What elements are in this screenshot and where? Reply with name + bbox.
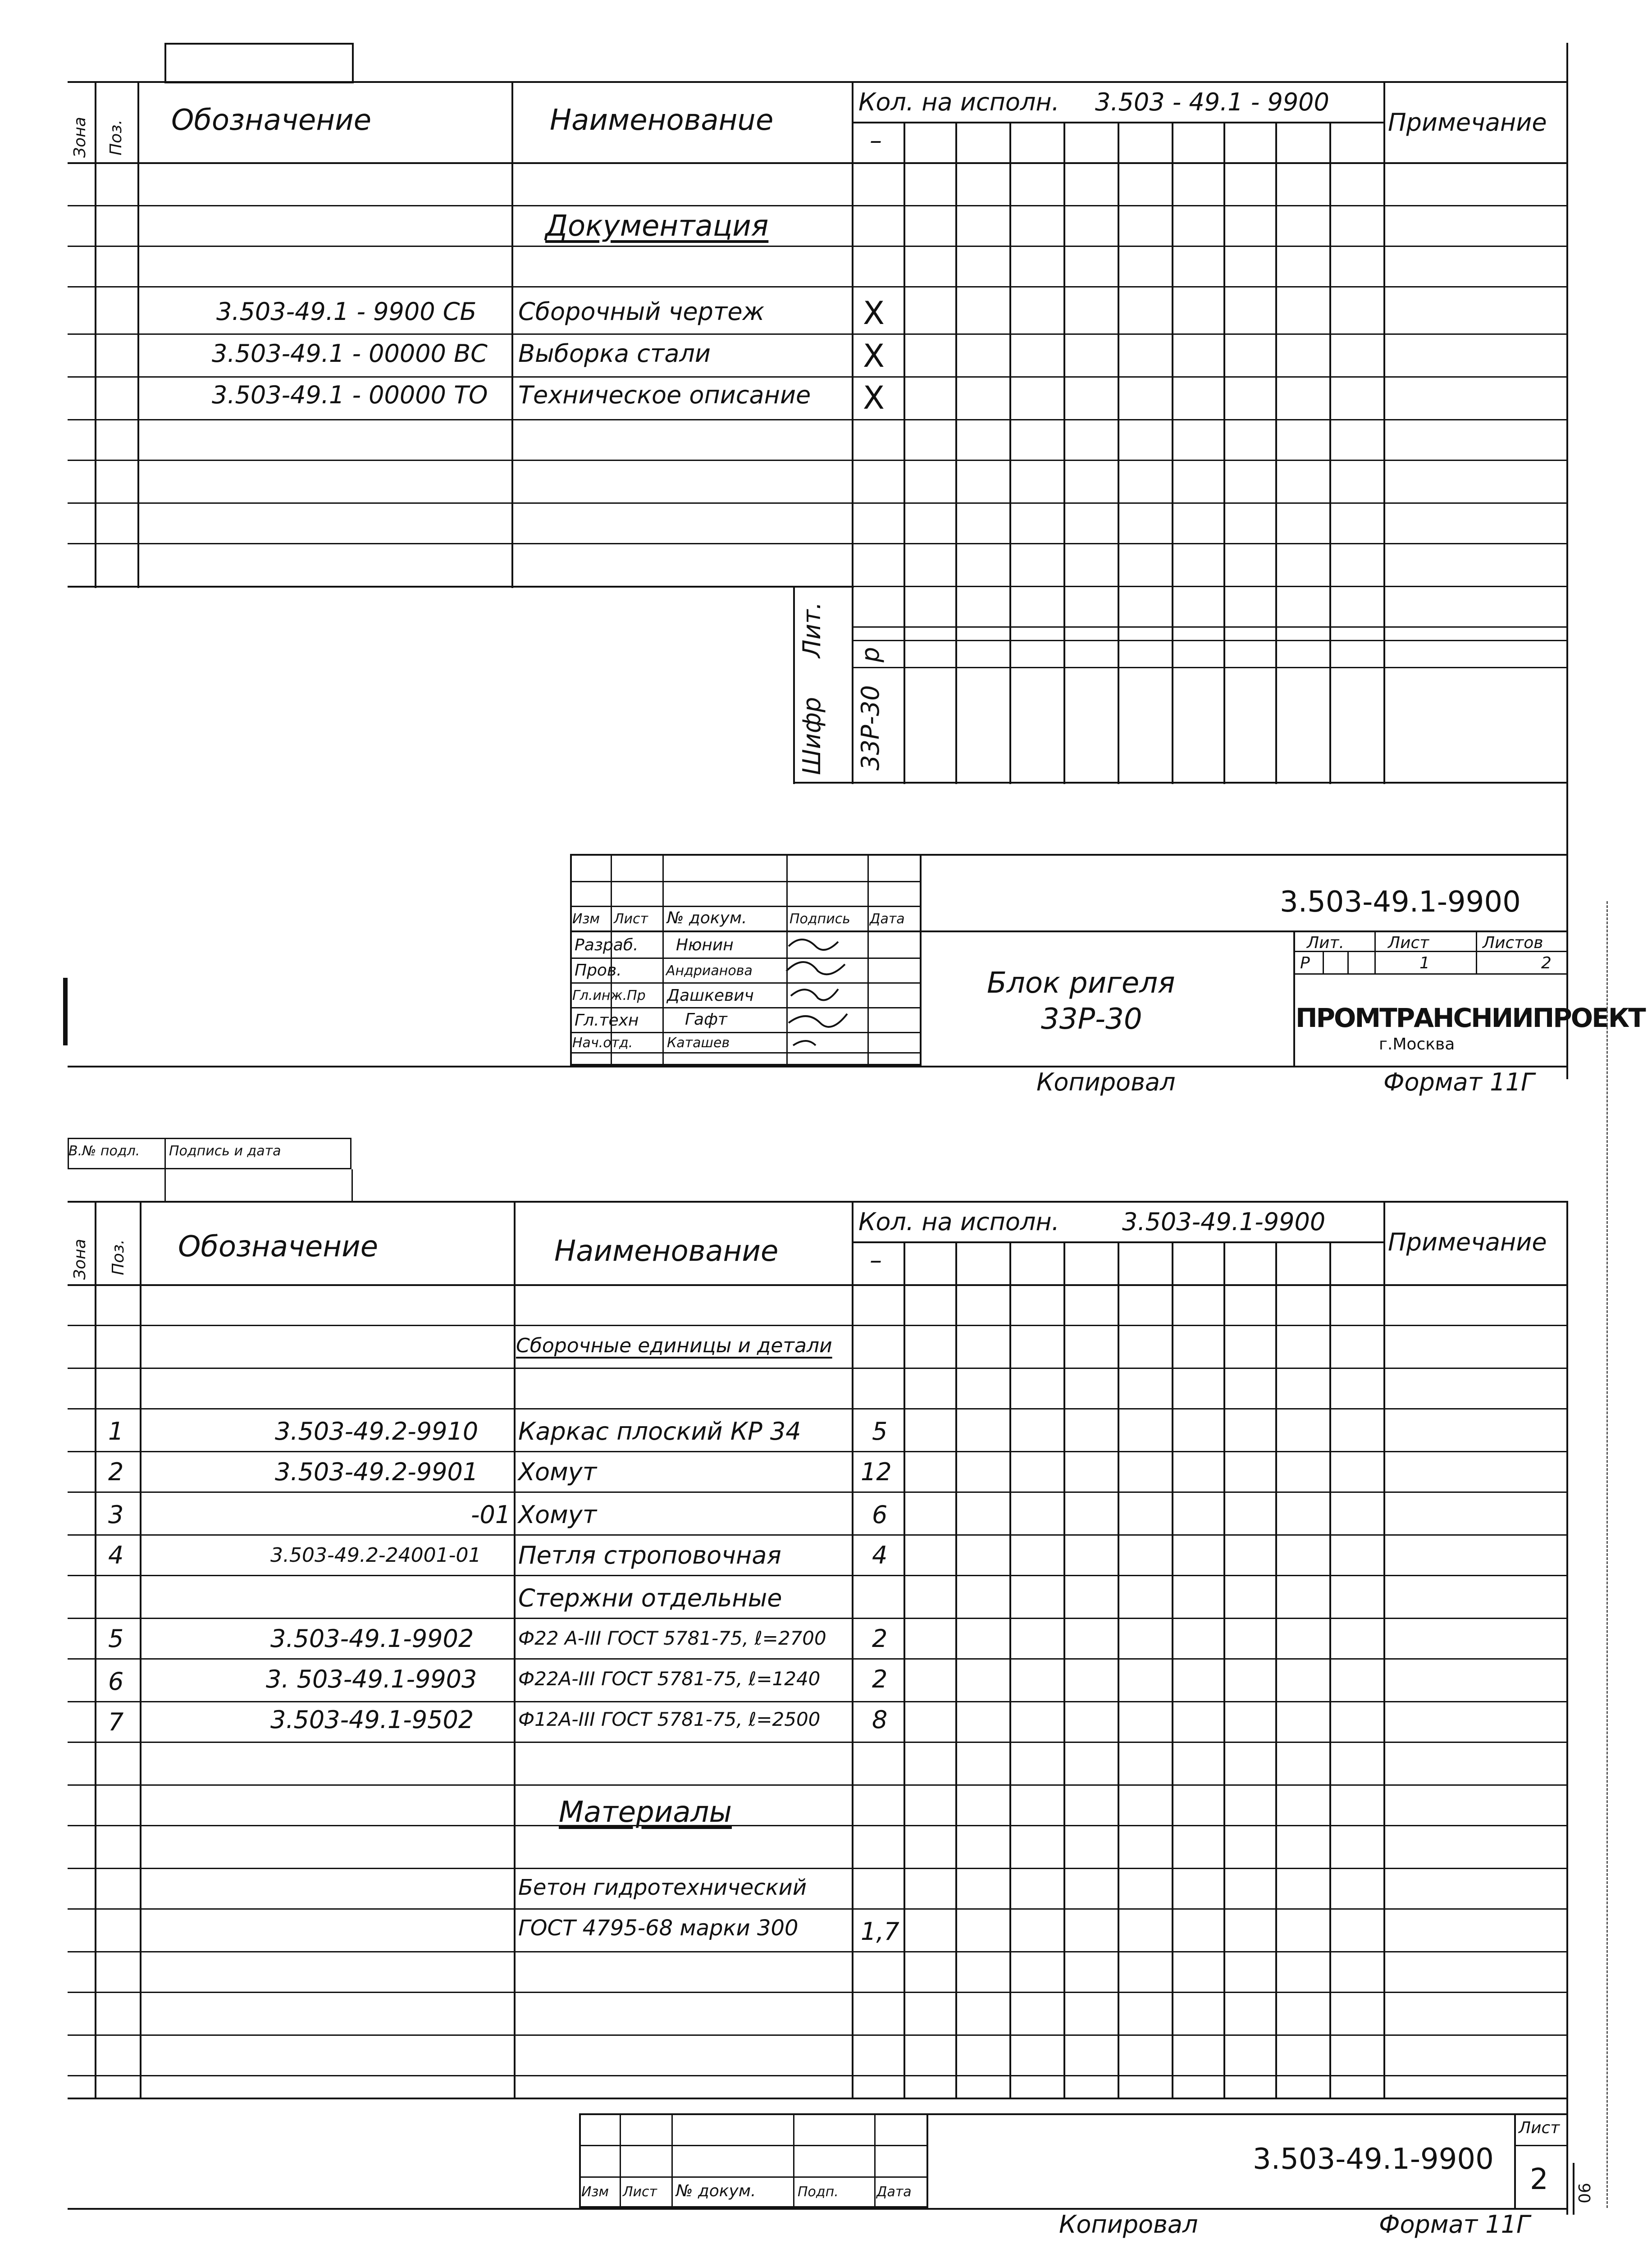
section-materials: Материалы [559, 1796, 732, 1829]
tb-col-doc: № докум. [667, 909, 747, 927]
row-line-2 [68, 1951, 1568, 1952]
r1-name: Каркас плоский КР 34 [518, 1417, 801, 1446]
col-qty4 [1063, 122, 1065, 784]
tb2-row [579, 2176, 928, 2178]
r2-name: Хомут [518, 1458, 597, 1486]
table-top-line [68, 81, 1568, 83]
stamp-frame-top [164, 43, 354, 83]
col-qty3 [1009, 122, 1011, 784]
row1-mark: X [863, 295, 885, 332]
row-line [68, 246, 1568, 247]
lit-value: р [856, 647, 885, 662]
r2-pos: 2 [108, 1458, 124, 1486]
header-sub-line-2 [852, 1241, 1383, 1243]
row-line [852, 667, 1568, 668]
title-block-top [919, 854, 1568, 856]
note-header-2: Примечание [1388, 1228, 1547, 1256]
tb-role-nachotd: Нач.отд. [572, 1035, 633, 1051]
row-line-2 [68, 1491, 1568, 1493]
qty-header-2: Кол. на исполн. [858, 1208, 1059, 1236]
tb2-sheet-row [1514, 2145, 1568, 2146]
r6-qty: 2 [872, 1624, 888, 1653]
r3-qty: 6 [872, 1500, 888, 1529]
stamp-divider [351, 1169, 353, 1201]
col-qty9 [1329, 122, 1331, 784]
variant-code: 3.503 - 49.1 - 9900 [1095, 88, 1329, 116]
tb2-col [671, 2113, 673, 2208]
tb-organization: ПРОМТРАНСНИИПРОЕКТ [1296, 1003, 1645, 1033]
right-border [1566, 43, 1568, 1079]
row-line-2 [68, 1908, 1568, 1910]
row-line-2 [68, 1825, 1568, 1826]
tb-lit-hdr: Лит. [1307, 934, 1344, 952]
row-line-2 [68, 1701, 1568, 1702]
stamp-left-label: В.№ подл. [68, 1143, 140, 1159]
row-line-2 [68, 1868, 1568, 1869]
tb-row [570, 881, 922, 882]
tb-city: г.Москва [1379, 1035, 1455, 1054]
table2-bottom-line [68, 2098, 1568, 2099]
mat1-name: Бетон гидротехнический [518, 1875, 807, 1900]
row-line [852, 640, 1568, 641]
col-note-2 [1383, 1201, 1385, 2098]
r5-name: Стержни отдельные [518, 1584, 782, 1612]
col-qty-2 [955, 1241, 957, 2098]
header-bottom-line-2 [68, 1284, 1568, 1286]
r7-name: Ф22А-III ГОСТ 5781-75, ℓ=1240 [518, 1668, 821, 1690]
dash-cell-2: – [870, 1246, 882, 1274]
row-line-2 [68, 1325, 1568, 1326]
tb2-list-val: 2 [1530, 2163, 1548, 2196]
col-qty8 [1275, 122, 1277, 784]
row-line-2 [68, 1451, 1568, 1452]
col-qty2 [955, 122, 957, 784]
signature-scribbles [780, 928, 870, 1059]
footer2-format: Формат 11Г [1379, 2210, 1530, 2239]
tb-listov-hdr: Листов [1483, 934, 1543, 952]
designation-header: Обозначение [171, 104, 372, 137]
col-qty6 [1172, 122, 1173, 784]
tb-role-razrab: Разраб. [575, 936, 639, 954]
name-header-2: Наименование [554, 1235, 779, 1268]
r8-designation: 3.503-49.1-9502 [270, 1706, 474, 1734]
row-line-2 [68, 1618, 1568, 1619]
tb2-col [793, 2113, 794, 2208]
side-mark: 06 [1576, 2183, 1594, 2203]
r8-pos: 7 [108, 1708, 124, 1736]
row-line-2 [68, 2075, 1568, 2076]
tb2-col-izm: Изм [581, 2184, 609, 2200]
tb-name-3: Дашкевич [667, 986, 754, 1005]
margin-dashed-line [1606, 901, 1608, 2208]
tb2-col-list: Лист [623, 2184, 657, 2200]
col-qty5 [1118, 122, 1119, 784]
col-qty-2 [1009, 1241, 1011, 2098]
tb2-col-date: Дата [876, 2184, 912, 2200]
qty-header: Кол. на исполн. [858, 88, 1059, 116]
stamp-right-label: Подпись и дата [169, 1143, 281, 1159]
row2-designation: 3.503-49.1 - 00000 ВС [212, 339, 488, 368]
poz-header: Поз. [107, 119, 125, 155]
side-mark-line [1573, 2163, 1574, 2215]
row-line-bold [68, 586, 854, 588]
r3-designation: -01 [471, 1500, 511, 1529]
tb-role-prov: Пров. [575, 961, 622, 980]
row3-name: Техническое описание [518, 381, 811, 409]
tb-right-col [1347, 951, 1349, 973]
footer2-copied: Копировал [1059, 2210, 1198, 2239]
r3-name: Хомут [518, 1500, 597, 1529]
col-poz-2 [140, 1201, 141, 2098]
row1-designation: 3.503-49.1 - 9900 СБ [216, 297, 477, 326]
tb-name-5: Каташев [667, 1035, 730, 1051]
r6-designation: 3.503-49.1-9902 [270, 1624, 474, 1653]
tb2-sheet-col [1514, 2113, 1516, 2208]
row-line [852, 626, 1568, 628]
tb-row [570, 930, 1568, 932]
note-header: Примечание [1388, 108, 1547, 137]
col-note [1383, 81, 1385, 784]
stamp-divider [164, 1138, 166, 1201]
tb-right-row [1293, 973, 1568, 975]
designation-header-2: Обозначение [178, 1230, 379, 1263]
row-line [68, 205, 1568, 206]
tb-name-2: Андрианова [666, 963, 753, 979]
lit-label: Лит. [798, 602, 826, 658]
col-qty1 [904, 122, 905, 784]
tb2-top [928, 2113, 1568, 2115]
footer-copied: Копировал [1036, 1068, 1176, 1096]
col-qty-2 [1275, 1241, 1277, 2098]
r7-pos: 6 [108, 1667, 124, 1696]
row-line-2 [68, 1784, 1568, 1786]
tb2-list-hdr: Лист [1519, 2119, 1560, 2137]
r4-pos: 4 [108, 1541, 124, 1569]
row-line-2 [68, 1992, 1568, 1993]
row2-mark: X [863, 337, 885, 374]
row-line [68, 333, 1568, 335]
col-qty-2 [1172, 1241, 1173, 2098]
r4-name: Петля строповочная [518, 1541, 781, 1569]
r4-designation: 3.503-49.2-24001-01 [270, 1544, 481, 1567]
tb2-row [579, 2145, 928, 2146]
dash-cell: – [870, 126, 882, 155]
row-line [852, 586, 1568, 587]
tb-listov-val: 2 [1541, 954, 1552, 972]
tb-col [611, 854, 612, 1066]
row-line-2 [68, 1742, 1568, 1743]
col-qty-2 [1063, 1241, 1065, 2098]
r8-name: Ф12А-III ГОСТ 5781-75, ℓ=2500 [518, 1708, 821, 1730]
col-name [852, 81, 853, 784]
col-qty-2 [904, 1241, 905, 2098]
row-line [68, 543, 1568, 544]
col-qty-2 [1223, 1241, 1225, 2098]
col-qty-2 [1329, 1241, 1331, 2098]
tb2-col [620, 2113, 621, 2208]
row-line [68, 419, 1568, 420]
row-line [68, 502, 1568, 504]
mat2-qty: 1,7 [861, 1917, 899, 1946]
r1-designation: 3.503-49.2-9910 [275, 1417, 479, 1446]
r7-qty: 2 [872, 1665, 888, 1693]
right-border-2 [1566, 1201, 1568, 2215]
row-line-2 [68, 1534, 1568, 1536]
col-qty-2 [1118, 1241, 1119, 2098]
variant-code-2: 3.503-49.1-9900 [1122, 1208, 1326, 1236]
tb2-col-doc: № докум. [676, 2182, 756, 2200]
tb-name-1: Нюнин [676, 936, 734, 954]
col-qty7 [1223, 122, 1225, 784]
r4-qty: 4 [872, 1541, 888, 1569]
tb-col [662, 854, 664, 1066]
tb-title-line1: Блок ригеля [987, 967, 1175, 1000]
r1-qty: 5 [872, 1417, 888, 1446]
row-line-2 [68, 1575, 1568, 1576]
mat2-name: ГОСТ 4795-68 марки 300 [518, 1916, 799, 1941]
header-sub-line [852, 122, 1383, 123]
shifr-label: Шифр [798, 697, 826, 775]
r2-designation: 3.503-49.2-9901 [275, 1458, 479, 1486]
r3-pos: 3 [108, 1500, 124, 1529]
r6-name: Ф22 А-III ГОСТ 5781-75, ℓ=2700 [518, 1627, 826, 1649]
row-line [68, 460, 1568, 461]
row3-designation: 3.503-49.1 - 00000 ТО [212, 381, 488, 409]
tb-col-sign: Подпись [789, 911, 850, 927]
footer-format: Формат 11Г [1383, 1068, 1535, 1096]
row2-name: Выборка стали [518, 339, 711, 368]
tb2-col-sign: Подп. [798, 2184, 839, 2200]
section-title-documentation: Документация [545, 210, 769, 243]
tb-col-date: Дата [870, 911, 905, 927]
row-line-2 [68, 1658, 1568, 1660]
section-assembly: Сборочные единицы и детали [516, 1334, 832, 1357]
r7-designation: 3. 503-49.1-9903 [266, 1665, 477, 1693]
lit-col-left [793, 586, 795, 784]
tb-list-val: 1 [1419, 954, 1430, 972]
tb-name-4: Гафт [685, 1010, 727, 1029]
row-line-2 [68, 1408, 1568, 1409]
tb-code: 3.503-49.1-9900 [1280, 885, 1521, 919]
tb-right-col [1323, 951, 1324, 973]
sheet1-bottom-line [68, 1066, 1568, 1067]
tb2-col [874, 2113, 876, 2208]
tb-row [570, 906, 922, 907]
tb-title-line2: 33Р-30 [1041, 1003, 1142, 1036]
tb-lit-val: Р [1300, 954, 1310, 972]
col-zona-2 [95, 1201, 96, 2098]
row1-name: Сборочный чертеж [518, 297, 765, 326]
row-line [68, 286, 1568, 287]
tb-col-izm: Изм [572, 911, 600, 927]
tb2-code: 3.503-49.1-9900 [1253, 2143, 1494, 2176]
tb-role-gltekhn: Гл.техн [575, 1011, 639, 1030]
row3-mark: X [863, 379, 885, 416]
shifr-bottom [793, 782, 1568, 784]
r2-qty: 12 [861, 1458, 892, 1486]
tb-col-list: Лист [614, 911, 648, 927]
shifr-value: 33Р-30 [856, 685, 885, 771]
r1-pos: 1 [108, 1417, 124, 1446]
header-bottom-line [68, 162, 1568, 164]
row-line-2 [68, 1368, 1568, 1369]
sheet2-bottom-line [68, 2208, 1568, 2210]
left-margin-mark [63, 978, 68, 1045]
col-name-2 [852, 1201, 853, 2098]
table2-top-line [68, 1201, 1568, 1203]
row-line [68, 376, 1568, 378]
poz-header-2: Поз. [109, 1239, 128, 1275]
tb-list-hdr: Лист [1388, 934, 1429, 952]
zona-header: Зона [71, 117, 89, 158]
tb-role-glinzh: Гл.инж.Пр [572, 988, 646, 1003]
r6-pos: 5 [108, 1624, 124, 1653]
zona-header-2: Зона [71, 1239, 89, 1280]
r8-qty: 8 [872, 1706, 888, 1734]
col-designation-2 [514, 1201, 516, 2098]
row-line-2 [68, 2034, 1568, 2036]
name-header: Наименованuе [550, 104, 774, 137]
